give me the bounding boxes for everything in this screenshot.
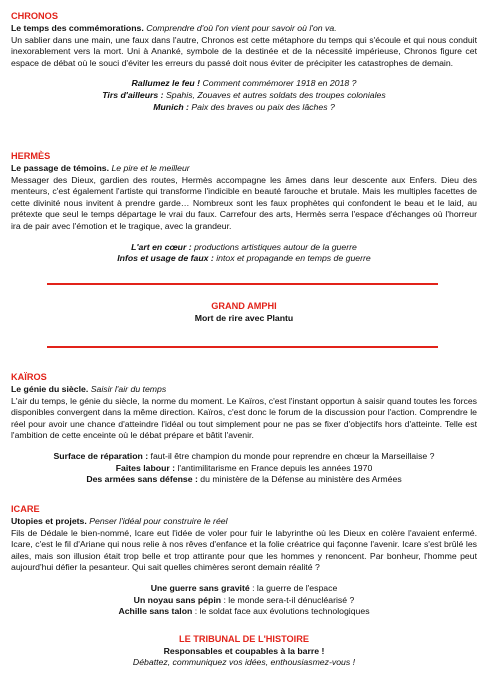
chronos-subtitle bbox=[11, 23, 477, 35]
topic-desc: l'antimilitarisme en France depuis les années 1970 bbox=[175, 462, 373, 473]
tribunal-title: LE TRIBUNAL DE L'HISTOIRE bbox=[179, 634, 309, 644]
icare-topic bbox=[11, 606, 477, 618]
kairos-subtitle-italic: Saisir l'air du temps bbox=[90, 384, 167, 394]
topic-desc: intox et propagande en temps de guerre bbox=[213, 253, 371, 264]
icare-subtitle-italic: Penser l'idéal pour construire le réel bbox=[89, 516, 228, 526]
section-grand-amphi bbox=[11, 301, 477, 324]
topic-title: Munich : bbox=[153, 101, 189, 112]
hermes-title: HERMÈS bbox=[11, 151, 51, 161]
topic-title: Une guerre sans gravité bbox=[150, 582, 250, 593]
chronos-subtitle-bold: Le temps des commémorations. bbox=[11, 23, 144, 33]
topic-title: Un noyau sans pépin bbox=[133, 594, 222, 605]
section-kairos bbox=[11, 371, 477, 486]
icare-title: ICARE bbox=[11, 504, 40, 514]
section-icare bbox=[11, 503, 477, 618]
hermes-subtitle-italic: Le pire et le meilleur bbox=[111, 163, 190, 173]
topic-desc: Spahis, Zouaves et autres soldats des troupes coloniales bbox=[163, 89, 386, 100]
kairos-topics bbox=[11, 451, 477, 486]
kairos-subtitle-bold: Le génie du siècle. bbox=[11, 384, 89, 394]
topic-desc: faut-il être champion du monde pour reprendre en chœur la Marseillaise ? bbox=[148, 450, 435, 461]
divider-top bbox=[47, 283, 438, 285]
chronos-topic bbox=[11, 90, 477, 102]
hermes-subtitle bbox=[11, 163, 477, 175]
topic-title: Tirs d'ailleurs : bbox=[102, 89, 164, 100]
hermes-topics bbox=[11, 242, 477, 265]
hermes-body: Messager des Dieux, gardien des routes, Hermès accompagne les âmes dans leur descente aux Enfers. Dieu des menteurs, c'est également l'artiste qui transforme l'indicible en beauté farouche et brutale. Mais les multiples facettes de cette divinité nous invitent à prendre garde… Nombreux sont les faux prophètes qui confondent le beau et le laid, au prétexte que seul le temps départage le vrai du faux. Carrefour des arts, Hermès serra l'espace d'échanges où l'horreur ira de pair avec l'émotion et le tragique, avec la grandeur. bbox=[11, 174, 477, 231]
hermes-topic bbox=[11, 253, 477, 265]
topic-desc: productions artistiques autour de la guerre bbox=[191, 241, 357, 252]
icare-topic bbox=[11, 595, 477, 607]
topic-desc: Paix des braves ou paix des lâches ? bbox=[188, 101, 335, 112]
icare-topics bbox=[11, 583, 477, 618]
chronos-title: CHRONOS bbox=[11, 11, 58, 21]
topic-title: Des armées sans défense : bbox=[86, 474, 198, 485]
kairos-body: L'air du temps, le génie du siècle, la norme du moment. Le Kaïros, c'est l'instant opportun à saisir quand toutes les forces disponibles convergent dans la même direction. Kaïros, c'est donc le forum de la discussion pour l'action. Comprendre le réel pour avoir une chance d'atteindre l'idéal ou tout simplement pour ne pas se fixer d'objectifs hors d'atteinte. Telle est l'ambition de cette enceinte où le débat prépare et bâtit l'avenir. bbox=[11, 395, 477, 441]
kairos-title: KAÏROS bbox=[11, 372, 47, 382]
topic-title: Faites labour : bbox=[115, 462, 176, 473]
topic-desc: : le monde sera-t-il dénucléarisé ? bbox=[221, 594, 355, 605]
grand-amphi-subtitle: Mort de rire avec Plantu bbox=[194, 312, 294, 323]
tribunal-tagline: Débattez, communiquez vos idées, enthousiasmez-vous ! bbox=[132, 657, 356, 668]
topic-desc: : le soldat face aux évolutions technologiques bbox=[192, 606, 370, 617]
icare-subtitle bbox=[11, 516, 477, 528]
chronos-body: Un sablier dans une main, une faux dans l'autre, Chronos est cette métaphore du temps qui s'écoule et qui nous conduit inexorablement vers la mort. Uni à Ananké, symbole de la destinée et de la nécessité impérieuse, Chronos figure cet espace de débat où le souci d'éviter les erreurs du passé doit nous éviter de précipiter les catastrophes de demain. bbox=[11, 34, 477, 68]
chronos-topics bbox=[11, 78, 477, 113]
topic-desc: Comment commémorer 1918 en 2018 ? bbox=[200, 78, 357, 89]
tribunal-subtitle: Responsables et coupables à la barre ! bbox=[163, 645, 325, 656]
section-hermes bbox=[11, 150, 477, 265]
topic-title: Surface de réparation : bbox=[53, 450, 149, 461]
kairos-subtitle bbox=[11, 384, 477, 396]
chronos-topic bbox=[11, 78, 477, 90]
topic-desc: : la guerre de l'espace bbox=[249, 582, 338, 593]
topic-title: L'art en cœur : bbox=[131, 241, 192, 252]
icare-topic bbox=[11, 583, 477, 595]
kairos-topic bbox=[11, 451, 477, 463]
section-tribunal bbox=[11, 634, 477, 669]
divider-bottom bbox=[47, 346, 438, 348]
icare-body: Fils de Dédale le bien-nommé, Icare eut l'idée de voler pour fuir le labyrinthe où les Dieux en colère l'avaient enfermé. Icare, c'est le fil d'Ariane qui nous relie à nos rêves d'enfance et la folie créatrice qui façonne l'avenir. Icare s'est brûlé les ailes, mais son illusion était trop belle et trop attirante pour que les hommes y renoncent. Par bonheur, l'homme peut aujourd'hui défier la pesanteur. Qui sait quelles chimères seront demain réalité ? bbox=[11, 527, 477, 573]
kairos-topic bbox=[11, 463, 477, 475]
topic-desc: du ministère de la Défense au ministère des Armées bbox=[197, 474, 402, 485]
chronos-topic bbox=[11, 102, 477, 114]
section-chronos bbox=[11, 10, 477, 113]
icare-subtitle-bold: Utopies et projets. bbox=[11, 516, 87, 526]
topic-title: Infos et usage de faux : bbox=[117, 253, 214, 264]
hermes-subtitle-bold: Le passage de témoins. bbox=[11, 163, 110, 173]
kairos-topic bbox=[11, 474, 477, 486]
chronos-subtitle-italic: Comprendre d'où l'on vient pour savoir où l'on va. bbox=[146, 23, 337, 33]
topic-title: Rallumez le feu ! bbox=[131, 78, 201, 89]
hermes-topic bbox=[11, 242, 477, 254]
topic-title: Achille sans talon bbox=[118, 606, 193, 617]
grand-amphi-title: GRAND AMPHI bbox=[211, 301, 277, 311]
